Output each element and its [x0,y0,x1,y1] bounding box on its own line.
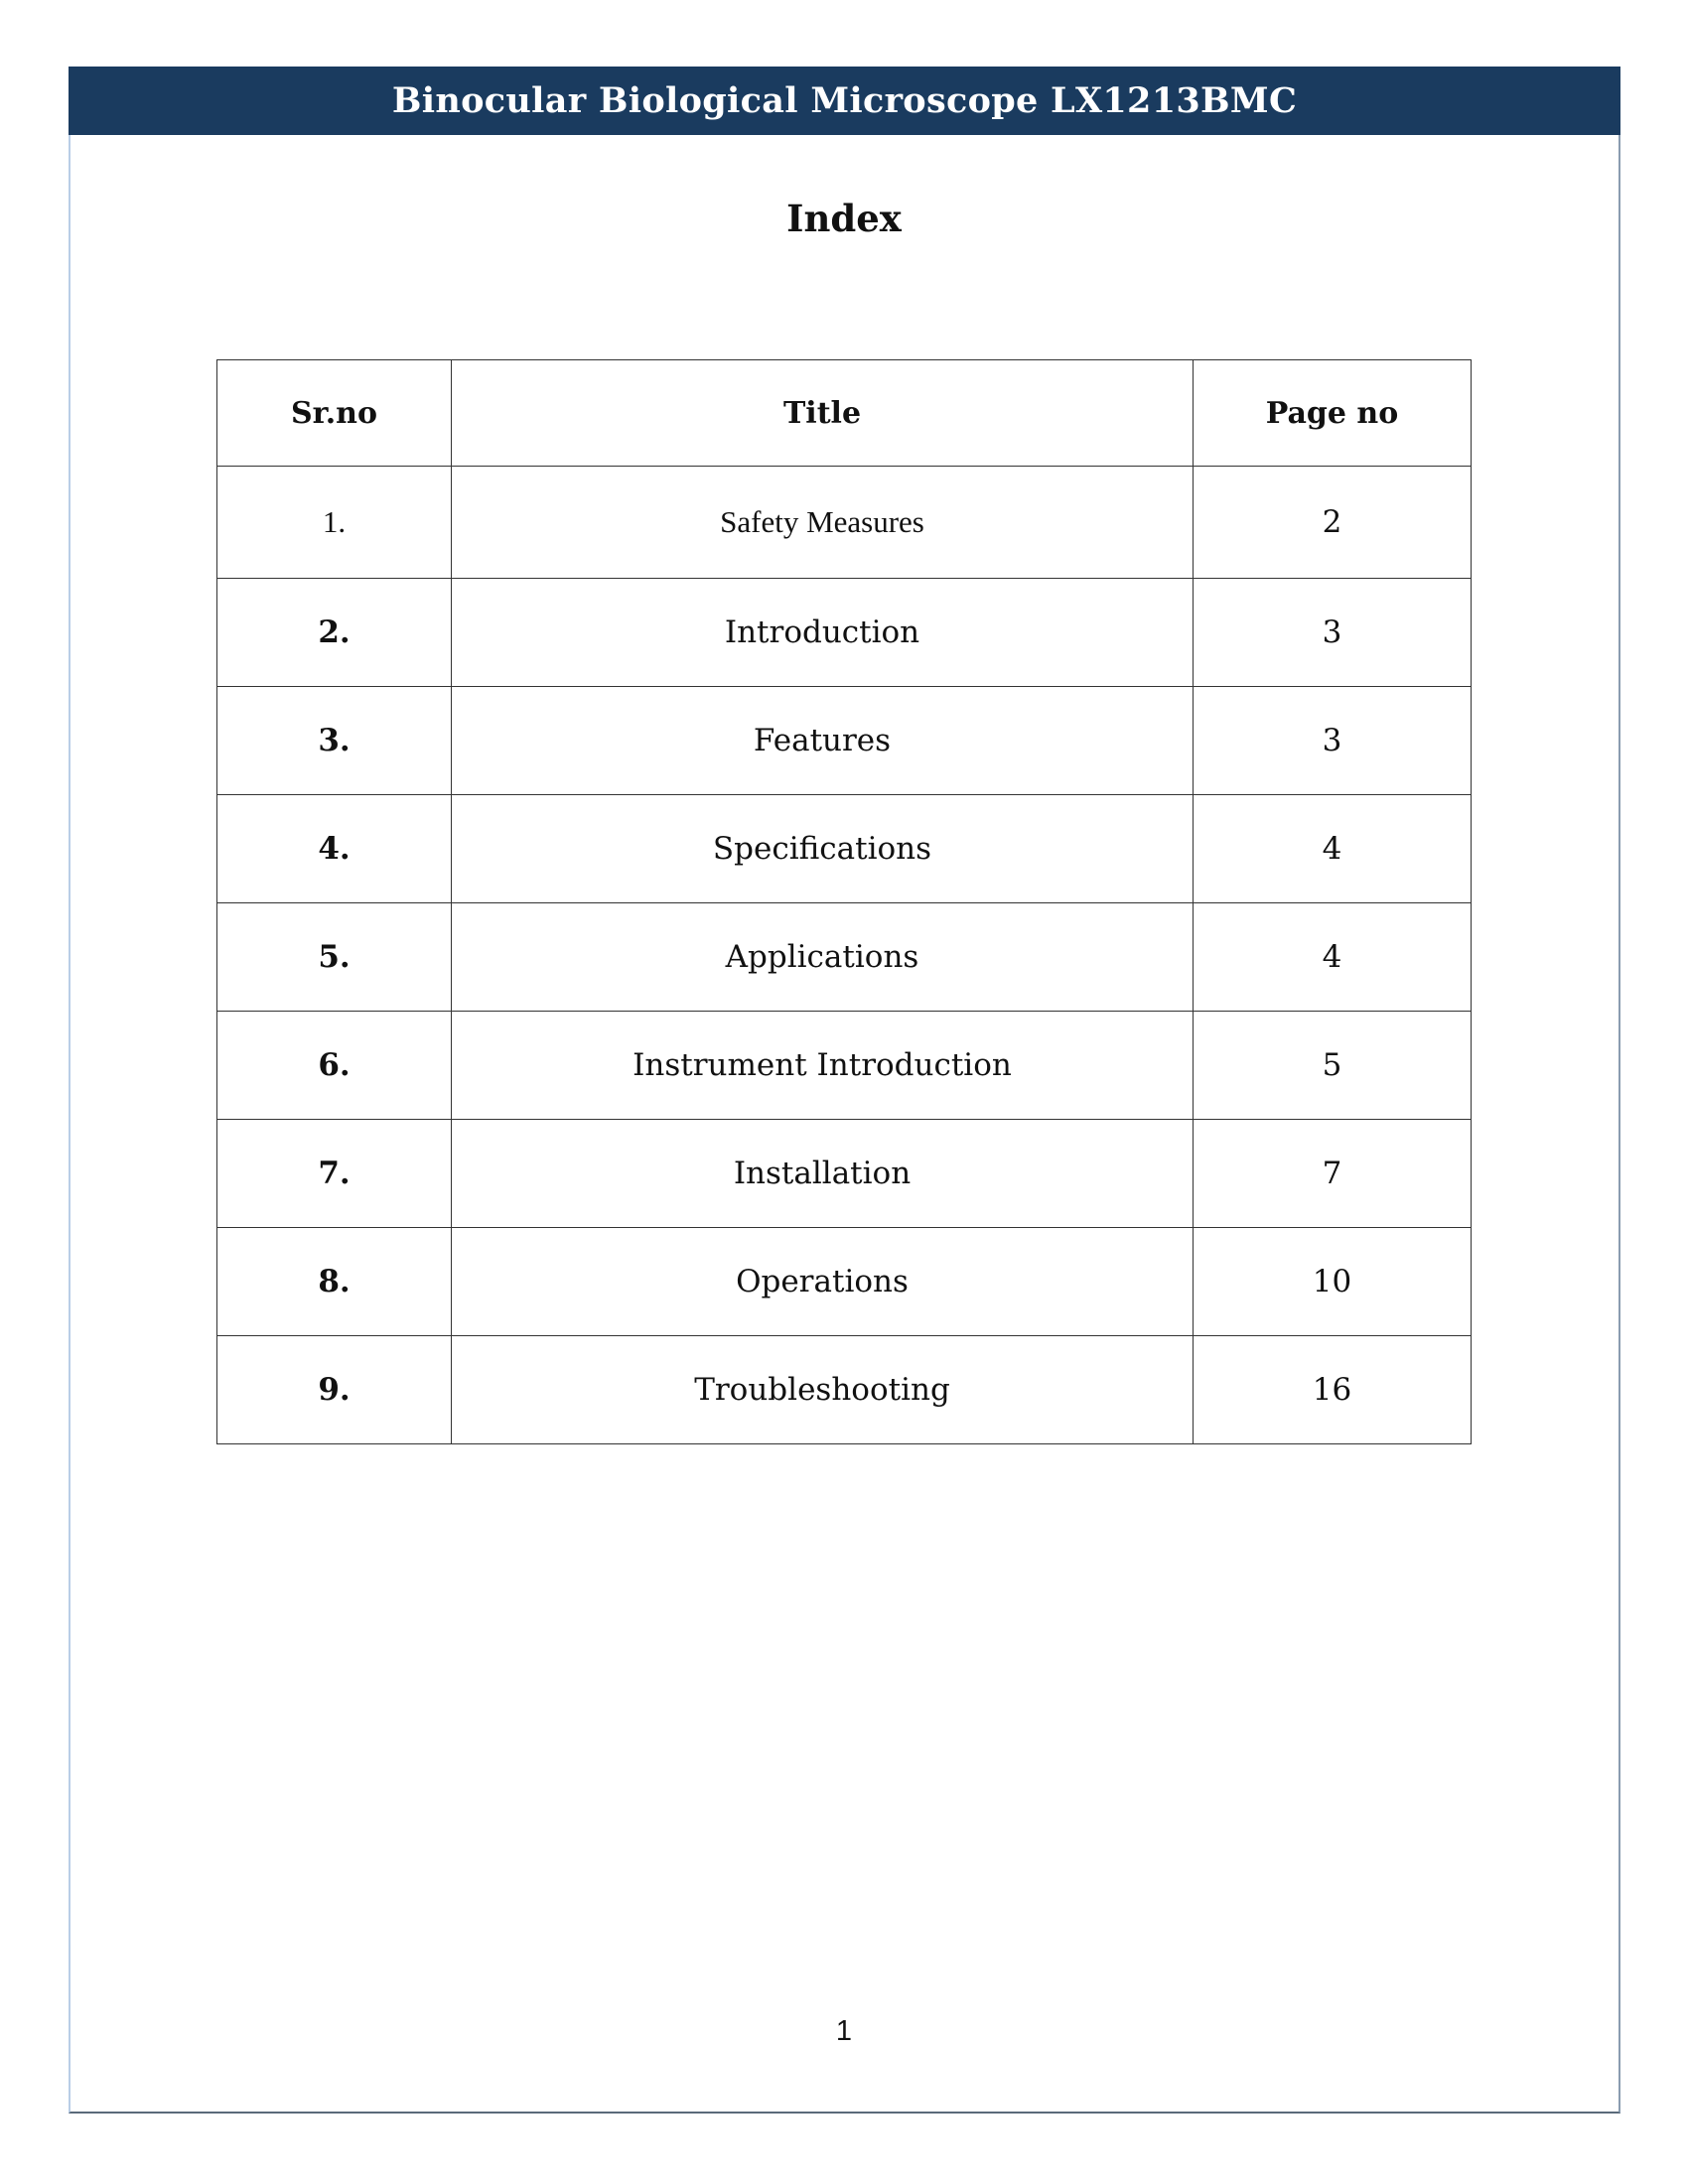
row-title: Installation [452,1120,1194,1228]
table-row [217,579,1472,687]
row-title: Specifications [452,795,1194,903]
row-srno: 4. [217,795,452,903]
row-title: Safety Measures [452,467,1194,579]
page-number: 1 [835,2015,853,2047]
row-srno: 2. [217,579,452,687]
row-title: Operations [452,1228,1194,1336]
row-page: 10 [1194,1228,1472,1336]
table-row [217,795,1472,903]
table-row [217,1012,1472,1120]
index-table [216,359,1472,1444]
row-page: 4 [1194,903,1472,1012]
table-row [217,903,1472,1012]
row-title: Features [452,687,1194,795]
row-srno: 6. [217,1012,452,1120]
row-srno: 7. [217,1120,452,1228]
column-header-title: Title [452,360,1194,467]
row-srno: 5. [217,903,452,1012]
document-title: Binocular Biological Microscope LX1213BMC [391,80,1298,121]
row-srno: 9. [217,1336,452,1444]
table-row [217,687,1472,795]
table-header-row [217,360,1472,467]
column-header-srno: Sr.no [217,360,452,467]
row-title: Instrument Introduction [452,1012,1194,1120]
row-srno: 3. [217,687,452,795]
row-page: 3 [1194,687,1472,795]
row-page: 2 [1194,467,1472,579]
table-row [217,1120,1472,1228]
row-page: 16 [1194,1336,1472,1444]
row-srno: 1. [217,467,452,579]
row-page: 4 [1194,795,1472,903]
index-heading: Index [786,197,902,240]
row-title: Applications [452,903,1194,1012]
row-page: 7 [1194,1120,1472,1228]
row-srno: 8. [217,1228,452,1336]
header-band [69,67,1620,135]
row-title: Troubleshooting [452,1336,1194,1444]
table-row [217,467,1472,579]
table-row [217,1228,1472,1336]
table-row [217,1336,1472,1444]
row-page: 3 [1194,579,1472,687]
column-header-page: Page no [1194,360,1472,467]
row-title: Introduction [452,579,1194,687]
row-page: 5 [1194,1012,1472,1120]
